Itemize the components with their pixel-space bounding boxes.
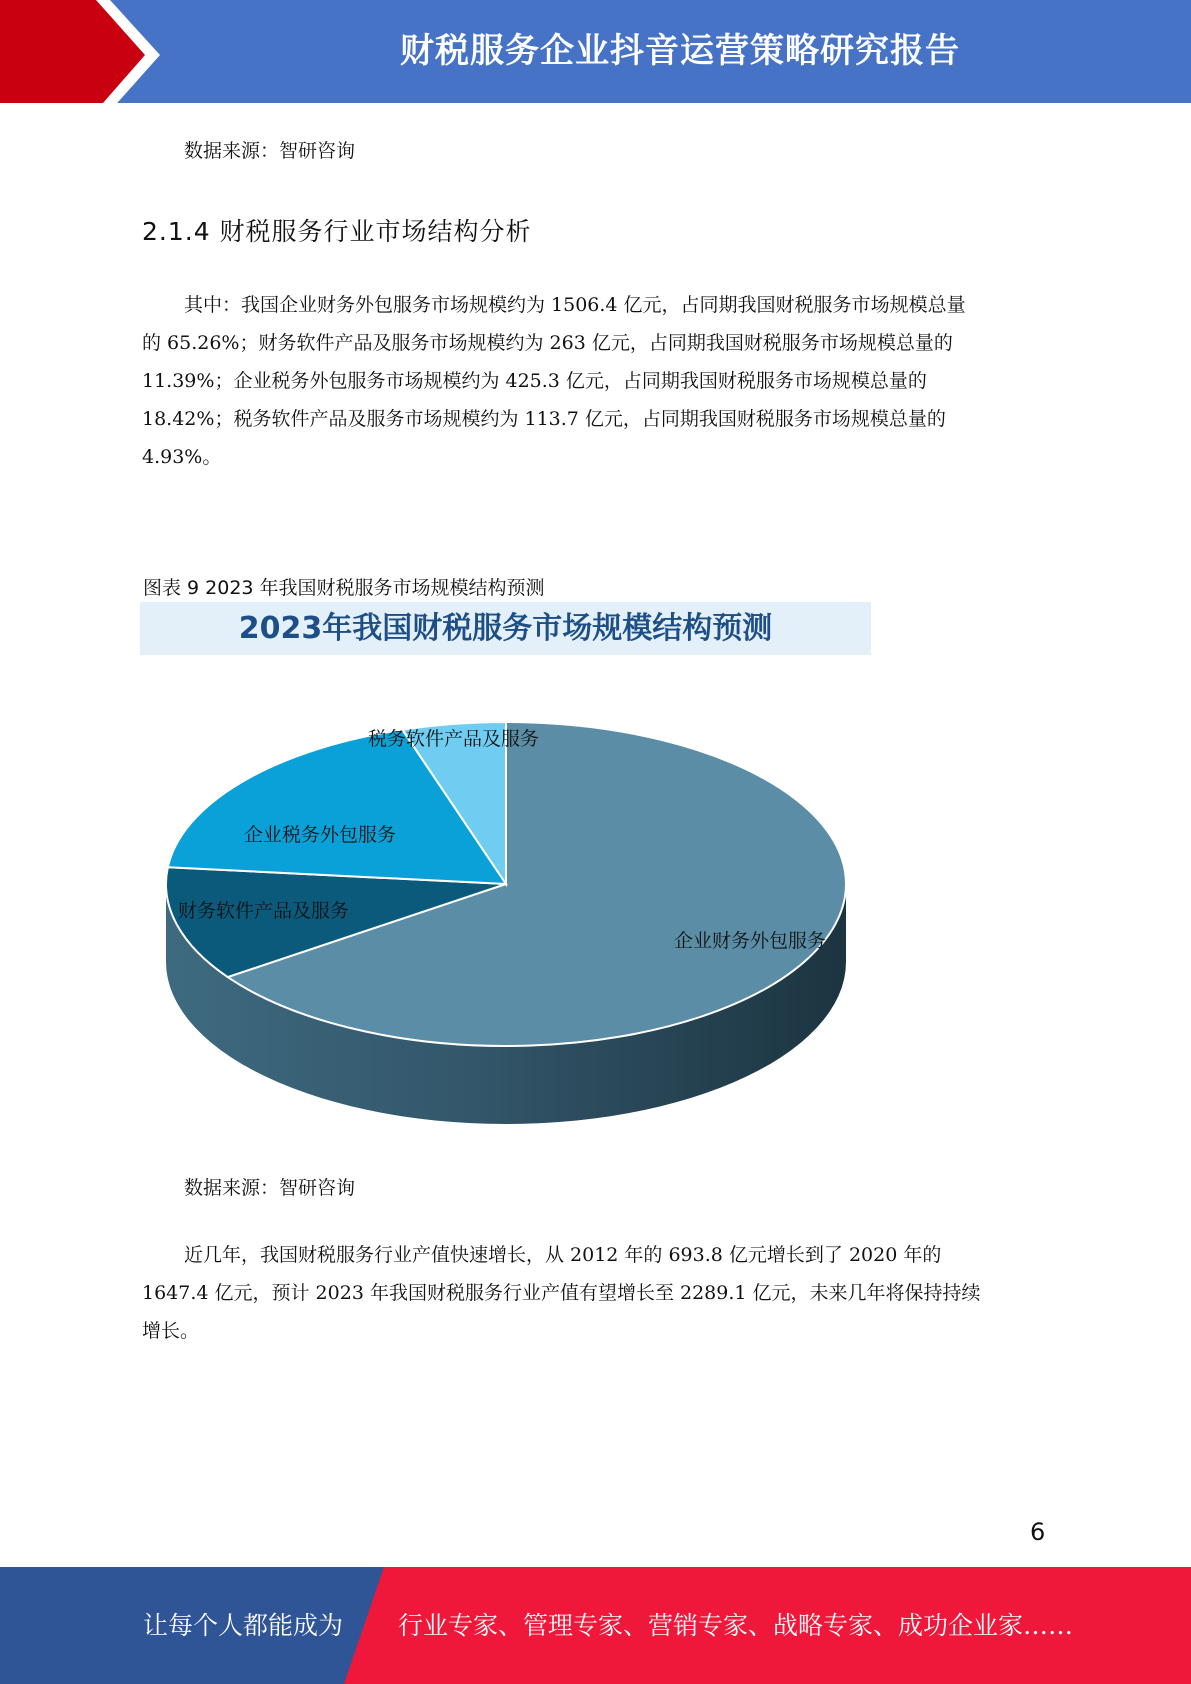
pie-chart <box>140 602 871 1162</box>
header-title: 财税服务企业抖音运营策略研究报告 <box>400 31 960 71</box>
paragraph-line: 11.39%；企业税务外包服务市场规模约为 425.3 亿元，占同期我国财税服务市场规模总量的 <box>142 370 927 392</box>
section-heading: 2.1.4 财税服务行业市场结构分析 <box>142 217 532 246</box>
industry-growth-paragraph <box>142 1236 1042 1350</box>
footer-slogan-right: 行业专家、管理专家、营销专家、战略专家、成功企业家…… <box>398 1611 1074 1640</box>
slice-label-tax-outsourcing: 企业税务外包服务 <box>244 824 397 846</box>
page-footer <box>0 1567 1191 1684</box>
slice-label-finance-software: 财务软件产品及服务 <box>178 900 350 922</box>
data-source-note: 数据来源：智研咨询 <box>184 140 356 162</box>
paragraph-line: 18.42%；税务软件产品及服务市场规模约为 113.7 亿元，占同期我国财税服务市场规模总量的 <box>142 408 946 430</box>
paragraph-line: 的 65.26%；财务软件产品及服务市场规模约为 263 亿元，占同期我国财税服务市场规模总量的 <box>142 332 953 354</box>
footer-slogan-left: 让每个人都能成为 <box>143 1611 344 1640</box>
slice-label-finance-outsourcing: 企业财务外包服务 <box>674 930 827 952</box>
paragraph-line: 1647.4 亿元，预计 2023 年我国财税服务行业产值有望增长至 2289.1 亿元，未来几年将保持持续 <box>142 1282 981 1304</box>
paragraph-line: 其中：我国企业财务外包服务市场规模约为 1506.4 亿元，占同期我国财税服务市场规模总量 <box>184 294 966 316</box>
pie-chart-svg <box>140 602 871 1162</box>
page-number: 6 <box>1030 1518 1046 1546</box>
figure-caption: 图表 9 2023 年我国财税服务市场规模结构预测 <box>143 577 545 599</box>
slice-label-tax-software: 税务软件产品及服务 <box>368 728 540 750</box>
market-structure-paragraph <box>142 286 1042 476</box>
paragraph-line: 近几年，我国财税服务行业产值快速增长，从 2012 年的 693.8 亿元增长到了 2020 年的 <box>184 1244 942 1266</box>
chart-title: 2023年我国财税服务市场规模结构预测 <box>238 611 773 646</box>
page-header <box>0 0 1191 111</box>
data-source-note: 数据来源：智研咨询 <box>184 1177 356 1199</box>
paragraph-line: 增长。 <box>142 1320 200 1342</box>
paragraph-line: 4.93%。 <box>142 446 222 468</box>
